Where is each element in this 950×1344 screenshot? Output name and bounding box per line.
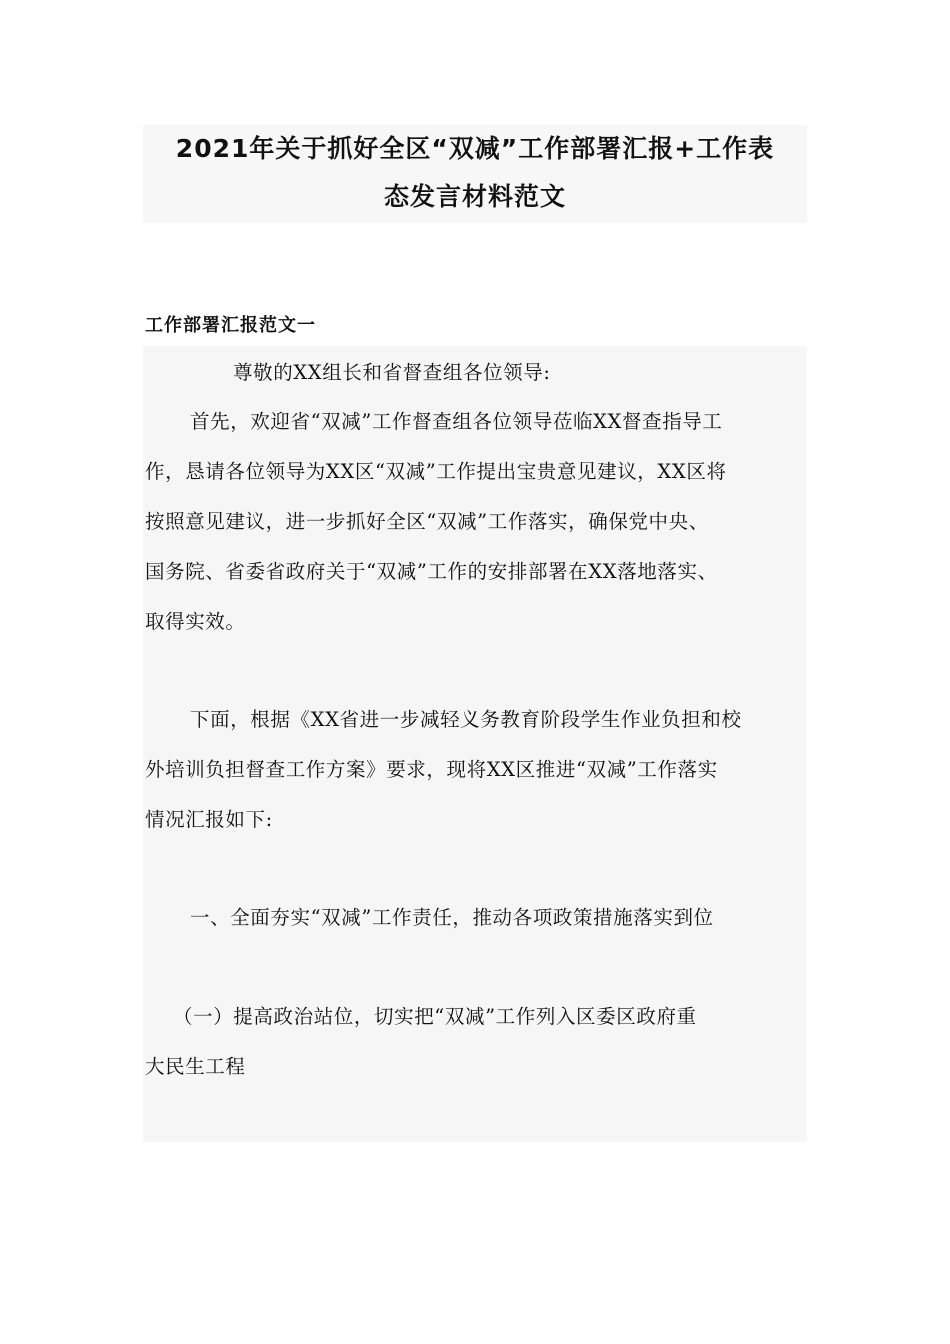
document-title — [143, 125, 807, 223]
paragraph-2-line: 外培训负担督查工作方案》要求，现将XX区推进“双减”工作落实 — [145, 758, 718, 781]
paragraph-1-line: 取得实效。 — [145, 610, 246, 633]
document-body — [143, 346, 807, 1142]
paragraph-2-line: 下面，根据《XX省进一步减轻义务教育阶段学生作业负担和校 — [190, 708, 742, 731]
heading-1: 一、全面夯实“双减”工作责任，推动各项政策措施落实到位 — [190, 906, 714, 929]
section-heading: 工作部署汇报范文一 — [145, 315, 316, 336]
paragraph-1-line: 作，恳请各位领导为XX区“双减”工作提出宝贵意见建议，XX区将 — [145, 460, 727, 483]
title-line-1: 2021年关于抓好全区“双减”工作部署汇报+工作表 — [175, 134, 775, 163]
salutation: 尊敬的XX组长和省督查组各位领导: — [233, 361, 551, 384]
paragraph-1-line: 按照意见建议，进一步抓好全区“双减”工作落实，确保党中央、 — [145, 510, 709, 533]
paragraph-1-line: 首先，欢迎省“双减”工作督查组各位领导莅临XX督查指导工 — [190, 410, 723, 433]
paragraph-2-line: 情况汇报如下: — [145, 808, 273, 831]
paragraph-1-line: 国务院、省委省政府关于“双减”工作的安排部署在XX落地落实、 — [145, 560, 718, 583]
title-line-2: 态发言材料范文 — [383, 182, 566, 211]
subheading-1-line: 大民生工程 — [145, 1055, 246, 1078]
subheading-1-line: （一）提高政治站位，切实把“双减”工作列入区委区政府重 — [173, 1005, 697, 1028]
